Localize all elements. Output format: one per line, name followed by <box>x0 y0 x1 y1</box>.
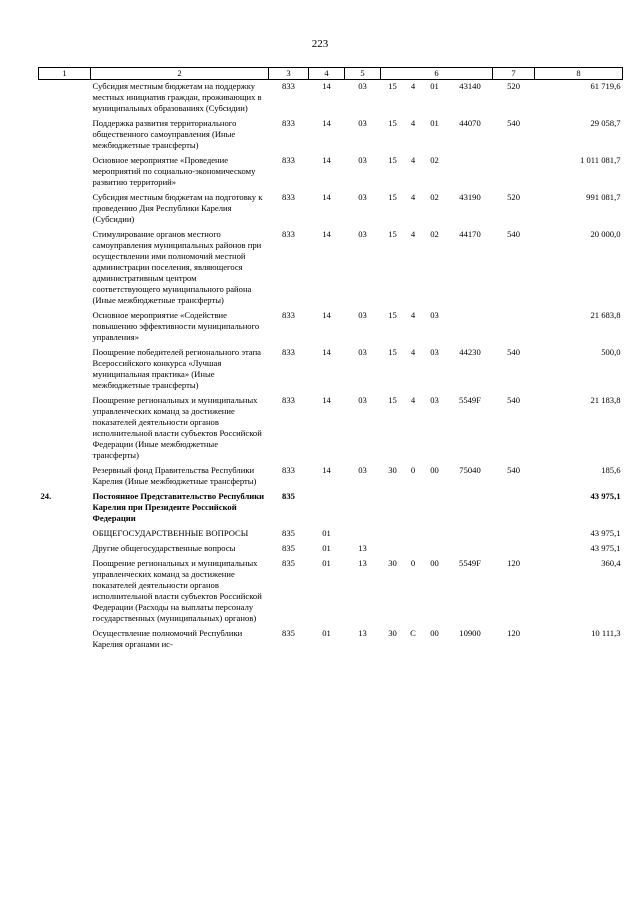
page-number: 223 <box>311 38 329 50</box>
direction-code: 75040 <box>459 465 481 475</box>
row-number <box>39 527 91 542</box>
row-name: Поощрение победителей регионального этапа Всероссийского конкурса «Лучшая муниципальная практика» (Иные межбюджетные трансферты) <box>92 347 261 390</box>
direction-code: 44230 <box>459 347 481 357</box>
header-cell: 6 <box>381 68 493 80</box>
activity-code: 00 <box>430 465 439 475</box>
row-number <box>39 464 91 490</box>
amount: 43 975,1 <box>590 491 621 501</box>
amount: 21 183,8 <box>590 395 621 405</box>
direction-code: 43140 <box>459 81 481 91</box>
ved-code: 835 <box>282 528 295 538</box>
subprogram-code: 0 <box>410 465 416 475</box>
section-code: 14 <box>322 155 331 165</box>
direction-code <box>448 527 493 542</box>
row-name: Поощрение региональных и муниципальных управленческих команд за достижение показателей деятельности органов исполнительной власти субъектов Российской Федерации (Расходы на выплаты персоналу государственных (муниципальных) органов) <box>92 558 262 623</box>
row-name: Основное мероприятие «Проведение мероприятий по социально-экономическому развитию территорий» <box>92 155 256 187</box>
expense-type-code: 540 <box>507 347 520 357</box>
ved-code: 833 <box>282 395 295 405</box>
program-code: 15 <box>388 81 397 91</box>
row-name: Постоянное Представительство Республики Карелия при Президенте Российской Федерации <box>92 491 265 523</box>
expense-type-code <box>493 542 535 557</box>
row-name: Другие общегосударственные вопросы <box>92 543 236 553</box>
ved-code: 833 <box>282 118 295 128</box>
expense-type-code: 540 <box>507 395 520 405</box>
row-name: Поощрение региональных и муниципальных управленческих команд за достижение показателей деятельности органов исполнительной власти субъектов Российской Федерации (Иные межбюджетные трансферты) <box>92 395 262 460</box>
section-code: 01 <box>322 558 331 568</box>
header-cell: 4 <box>309 68 345 80</box>
direction-code: 5549F <box>459 395 481 405</box>
subsection-code: 13 <box>358 543 367 553</box>
row-name: Осуществление полномочий Республики Карелия органами ис- <box>92 628 243 649</box>
section-code: 01 <box>322 628 331 638</box>
activity-code: 00 <box>430 628 439 638</box>
direction-code: 44170 <box>459 229 481 239</box>
table-body <box>39 80 623 654</box>
row-number: 24. <box>40 491 52 501</box>
amount: 500,0 <box>601 347 621 357</box>
table-row <box>39 527 623 542</box>
subprogram-code: 4 <box>410 81 416 91</box>
row-number <box>39 154 91 191</box>
program-code: 15 <box>388 347 397 357</box>
subprogram-code: 4 <box>410 347 416 357</box>
subprogram-code: 4 <box>410 118 416 128</box>
subsection-code: 13 <box>358 628 367 638</box>
program-code: 15 <box>388 310 397 320</box>
program-code: 30 <box>388 465 397 475</box>
budget-table <box>38 67 623 653</box>
program-code <box>381 542 405 557</box>
program-code: 15 <box>388 229 397 239</box>
subprogram-code: 4 <box>410 395 416 405</box>
activity-code <box>422 490 448 527</box>
row-name: Субсидия местным бюджетам на подготовку к проведению Дня Республики Карелия (Субсидии) <box>92 192 263 224</box>
table-row <box>39 557 623 627</box>
activity-code: 02 <box>430 192 439 202</box>
subsection-code <box>345 490 381 527</box>
subprogram-code <box>405 527 422 542</box>
direction-code: 10900 <box>459 628 481 638</box>
section-code: 14 <box>322 192 331 202</box>
row-number <box>39 627 91 653</box>
header-cell: 2 <box>91 68 269 80</box>
subsection-code: 03 <box>358 118 367 128</box>
table-row <box>39 394 623 464</box>
program-code <box>381 490 405 527</box>
expense-type-code: 520 <box>507 81 520 91</box>
table-row <box>39 80 623 118</box>
program-code: 30 <box>388 628 397 638</box>
subsection-code: 03 <box>358 155 367 165</box>
subsection-code: 03 <box>358 229 367 239</box>
section-code <box>309 490 345 527</box>
ved-code: 833 <box>282 465 295 475</box>
expense-type-code <box>493 490 535 527</box>
subsection-code: 03 <box>358 465 367 475</box>
direction-code <box>448 309 493 346</box>
amount: 61 719,6 <box>590 81 621 91</box>
direction-code <box>448 542 493 557</box>
header-cell: 3 <box>269 68 309 80</box>
row-number <box>39 542 91 557</box>
section-code: 14 <box>322 310 331 320</box>
expense-type-code: 120 <box>507 558 520 568</box>
amount: 29 058,7 <box>590 118 621 128</box>
table-row <box>39 464 623 490</box>
table-row <box>39 309 623 346</box>
row-name: Поддержка развития территориального общественного самоуправления (Иные межбюджетные трансферты) <box>92 118 237 150</box>
amount: 20 000,0 <box>590 229 621 239</box>
ved-code: 835 <box>282 543 295 553</box>
header-cell: 8 <box>535 68 623 80</box>
subsection-code: 03 <box>358 347 367 357</box>
ved-code: 835 <box>282 628 295 638</box>
activity-code: 03 <box>430 310 439 320</box>
budget-table-container <box>38 67 622 653</box>
expense-type-code <box>493 527 535 542</box>
ved-code: 833 <box>282 155 295 165</box>
subsection-code: 13 <box>358 558 367 568</box>
subprogram-code: 4 <box>410 192 416 202</box>
subsection-code: 03 <box>358 395 367 405</box>
ved-code: 833 <box>282 347 295 357</box>
ved-code: 833 <box>282 81 295 91</box>
amount: 185,6 <box>601 465 621 475</box>
table-row <box>39 490 623 527</box>
activity-code: 02 <box>430 229 439 239</box>
subprogram-code: 4 <box>410 155 416 165</box>
activity-code: 00 <box>430 558 439 568</box>
ved-code: 835 <box>282 558 295 568</box>
subprogram-code <box>405 490 422 527</box>
program-code <box>381 527 405 542</box>
header-cell: 7 <box>493 68 535 80</box>
ved-code: 833 <box>282 192 295 202</box>
section-code: 14 <box>322 229 331 239</box>
direction-code: 44070 <box>459 118 481 128</box>
amount: 1 011 081,7 <box>580 155 621 165</box>
activity-code: 03 <box>430 395 439 405</box>
direction-code <box>448 154 493 191</box>
activity-code: 01 <box>430 81 439 91</box>
program-code: 15 <box>388 118 397 128</box>
program-code: 15 <box>388 155 397 165</box>
section-code: 14 <box>322 395 331 405</box>
subprogram-code: 4 <box>410 229 416 239</box>
row-number <box>39 80 91 118</box>
row-name: Основное мероприятие «Содействие повышению эффективности муниципального управления» <box>92 310 260 342</box>
subsection-code: 03 <box>358 310 367 320</box>
subprogram-code: С <box>410 628 416 638</box>
table-row <box>39 117 623 154</box>
amount: 991 081,7 <box>586 192 621 202</box>
table-row <box>39 542 623 557</box>
row-name: Субсидия местным бюджетам на поддержку местных инициатив граждан, проживающих в муниципальных образованиях (Субсидии) <box>92 81 262 113</box>
ved-code: 833 <box>282 310 295 320</box>
program-code: 30 <box>388 558 397 568</box>
amount: 43 975,1 <box>590 543 621 553</box>
expense-type-code: 540 <box>507 118 520 128</box>
activity-code <box>422 527 448 542</box>
row-name: Стимулирование органов местного самоуправления муниципальных районов при осуществлении ими полномочий местной администрации поселения, являющегося административным центром соответствующего муниципального района (Иные межбюджетные трансферты) <box>92 229 262 305</box>
activity-code <box>422 542 448 557</box>
expense-type-code: 540 <box>507 465 520 475</box>
subprogram-code: 4 <box>410 310 416 320</box>
amount: 10 111,3 <box>591 628 621 638</box>
row-name: ОБЩЕГОСУДАРСТВЕННЫЕ ВОПРОСЫ <box>92 528 249 538</box>
subsection-code: 03 <box>358 81 367 91</box>
section-code: 14 <box>322 118 331 128</box>
activity-code: 02 <box>430 155 439 165</box>
direction-code <box>448 490 493 527</box>
table-row <box>39 627 623 653</box>
expense-type-code <box>493 154 535 191</box>
program-code: 15 <box>388 192 397 202</box>
ved-code: 833 <box>282 229 295 239</box>
row-number <box>39 346 91 394</box>
expense-type-code: 540 <box>507 229 520 239</box>
row-name: Резервный фонд Правительства Республики Карелия (Иные межбюджетные трансферты) <box>92 465 257 486</box>
row-number <box>39 117 91 154</box>
expense-type-code: 120 <box>507 628 520 638</box>
row-number <box>39 191 91 228</box>
expense-type-code <box>493 309 535 346</box>
program-code: 15 <box>388 395 397 405</box>
section-code: 14 <box>322 465 331 475</box>
expense-type-code: 520 <box>507 192 520 202</box>
table-row <box>39 154 623 191</box>
subsection-code <box>345 527 381 542</box>
row-number <box>39 309 91 346</box>
subsection-code: 03 <box>358 192 367 202</box>
activity-code: 03 <box>430 347 439 357</box>
amount: 360,4 <box>601 558 621 568</box>
section-code: 01 <box>322 543 331 553</box>
section-code: 14 <box>322 81 331 91</box>
section-code: 01 <box>322 528 331 538</box>
row-number <box>39 394 91 464</box>
header-cell: 1 <box>39 68 91 80</box>
row-number <box>39 557 91 627</box>
header-row <box>39 68 623 80</box>
table-row <box>39 346 623 394</box>
table-row <box>39 191 623 228</box>
direction-code: 43190 <box>459 192 481 202</box>
subprogram-code: 0 <box>410 558 416 568</box>
direction-code: 5549F <box>459 558 481 568</box>
subprogram-code <box>405 542 422 557</box>
activity-code: 01 <box>430 118 439 128</box>
amount: 21 683,8 <box>590 310 621 320</box>
header-cell: 5 <box>345 68 381 80</box>
amount: 43 975,1 <box>590 528 621 538</box>
ved-code: 835 <box>282 491 295 501</box>
row-number <box>39 228 91 309</box>
section-code: 14 <box>322 347 331 357</box>
table-row <box>39 228 623 309</box>
